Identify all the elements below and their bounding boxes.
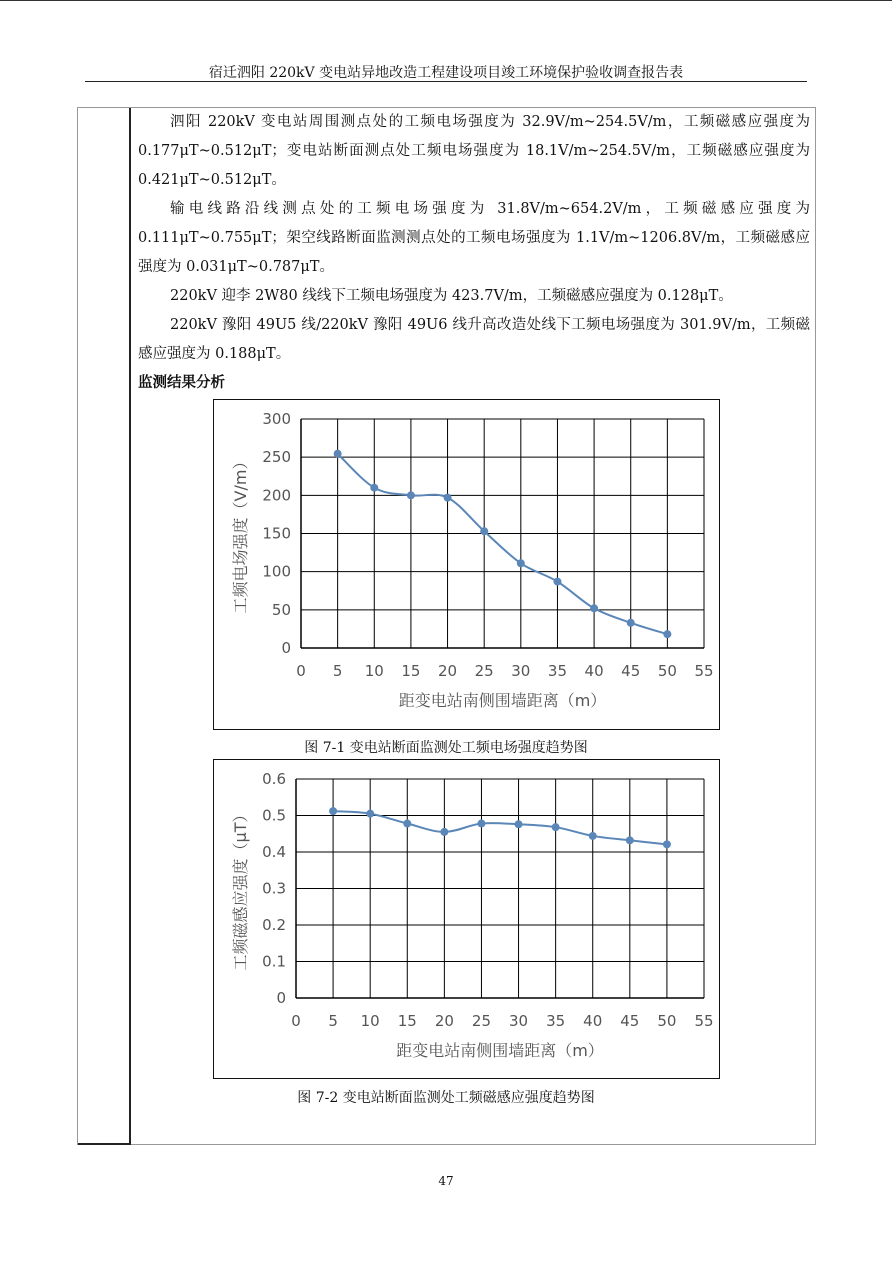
y-tick-label: 0.2 xyxy=(262,916,286,934)
x-tick-label: 35 xyxy=(546,1012,566,1030)
paragraph-line: 输电线路沿线测点处的工频电场强度为 31.8V/m~654.2V/m，工频磁感应强度为 0.111μT~0.755μT；架空线路断面监测测点处的工频电场强度为 1.1V/m~1206.8V/m，工频磁感应强度为 0.031μT~0.787μT。 xyxy=(138,201,810,275)
chart-electric-field-caption: 图 7-1 变电站断面监测处工频电场强度趋势图 xyxy=(304,740,588,756)
data-point xyxy=(334,450,342,458)
data-point xyxy=(589,832,597,840)
x-tick-label: 5 xyxy=(328,1012,338,1030)
x-tick-label: 30 xyxy=(508,1012,529,1030)
y-tick-label: 0.3 xyxy=(262,879,286,898)
y-axis-title: 工频磁感应强度（μT） xyxy=(231,806,250,971)
top-border-line xyxy=(0,0,892,1)
x-tick-label: 25 xyxy=(471,1012,492,1030)
y-tick-label: 300 xyxy=(262,410,291,428)
y-tick-label: 0 xyxy=(281,639,291,657)
paragraph-substation: 泗阳 220kV 变电站周围测点处的工频电场强度为 32.9V/m~254.5V/m，工频磁感应强度为 0.177μT~0.512μT；变电站断面测点处工频电场强度为 18.1V/m~254.5V/m，工频磁感应强度为 0.421μT~0.512μT。 xyxy=(138,114,810,188)
data-point xyxy=(480,527,488,535)
chart-magnetic-field-caption: 图 7-2 变电站断面监测处工频磁感应强度趋势图 xyxy=(297,1090,595,1106)
y-axis-title: 工频电场强度（V/m） xyxy=(231,453,250,614)
x-tick-label: 25 xyxy=(474,662,494,680)
x-axis-title: 距变电站南侧围墙距离（m） xyxy=(396,1041,604,1060)
data-point xyxy=(440,828,448,836)
x-tick-label: 40 xyxy=(584,662,604,680)
y-tick-label: 50 xyxy=(271,600,291,619)
data-point xyxy=(477,820,485,828)
x-tick-label: 45 xyxy=(621,662,641,680)
series-line xyxy=(338,454,668,634)
x-tick-label: 55 xyxy=(694,1012,714,1030)
x-tick-label: 10 xyxy=(364,662,384,680)
chart-electric-field xyxy=(213,399,720,730)
y-tick-label: 0.5 xyxy=(262,806,286,825)
data-point xyxy=(626,836,634,844)
data-point xyxy=(444,494,452,502)
data-point xyxy=(553,578,561,586)
data-point xyxy=(515,820,523,828)
data-point xyxy=(552,823,560,831)
x-tick-label: 10 xyxy=(360,1012,380,1030)
y-tick-label: 0 xyxy=(276,989,286,1007)
y-tick-label: 200 xyxy=(262,486,291,505)
y-tick-label: 0.4 xyxy=(262,843,286,861)
x-tick-label: 35 xyxy=(547,662,568,680)
page-header: 宿迁泗阳 220kV 变电站异地改造工程建设项目竣工环境保护验收调查报告表 xyxy=(208,65,684,81)
y-tick-label: 250 xyxy=(262,448,291,467)
chart-electric-field-svg xyxy=(214,400,719,729)
x-axis-title: 距变电站南侧围墙距离（m） xyxy=(398,691,607,710)
x-tick-label: 0 xyxy=(291,1012,301,1030)
data-point xyxy=(407,491,415,499)
y-tick-label: 150 xyxy=(262,524,291,543)
x-tick-label: 20 xyxy=(434,1012,454,1030)
section-title: 监测结果分析 xyxy=(138,375,225,391)
y-tick-label: 0.1 xyxy=(262,952,286,971)
x-tick-label: 15 xyxy=(397,1012,417,1030)
x-tick-label: 20 xyxy=(437,662,458,680)
x-tick-label: 15 xyxy=(401,662,421,680)
chart-magnetic-field xyxy=(213,759,720,1079)
page-number: 47 xyxy=(438,1174,454,1188)
x-tick-label: 0 xyxy=(296,662,306,680)
data-point xyxy=(663,840,671,848)
paragraph-yingli: 220kV 迎李 2W80 线线下工频电场强度为 423.7V/m，工频磁感应强度为 0.128μT。 xyxy=(170,288,733,304)
data-point xyxy=(403,820,411,828)
table-left-column xyxy=(78,108,131,1144)
data-point xyxy=(590,604,598,612)
chart-magnetic-field-svg xyxy=(214,760,719,1078)
header-rule xyxy=(85,81,807,82)
data-point xyxy=(663,630,671,638)
y-tick-label: 100 xyxy=(262,562,291,581)
table-left-bottom-rule xyxy=(78,1143,131,1145)
x-tick-label: 30 xyxy=(511,662,531,680)
content-cell xyxy=(138,108,810,398)
x-tick-label: 40 xyxy=(583,1012,603,1030)
data-point xyxy=(517,559,525,567)
x-tick-label: 50 xyxy=(657,662,677,680)
x-tick-label: 5 xyxy=(332,662,343,680)
paragraph-yuyang: 220kV 豫阳 49U5 线/220kV 豫阳 49U6 线升高改造处线下工频电场强度为 301.9V/m，工频磁感应强度为 0.188μT。 xyxy=(138,317,810,362)
y-tick-label: 0.6 xyxy=(262,770,286,788)
data-point xyxy=(366,810,374,818)
data-point xyxy=(370,484,378,492)
x-tick-label: 45 xyxy=(620,1012,640,1030)
x-tick-label: 55 xyxy=(694,662,714,680)
x-tick-label: 50 xyxy=(657,1012,677,1030)
series-line xyxy=(333,811,667,844)
data-point xyxy=(329,807,337,815)
data-point xyxy=(627,619,635,627)
